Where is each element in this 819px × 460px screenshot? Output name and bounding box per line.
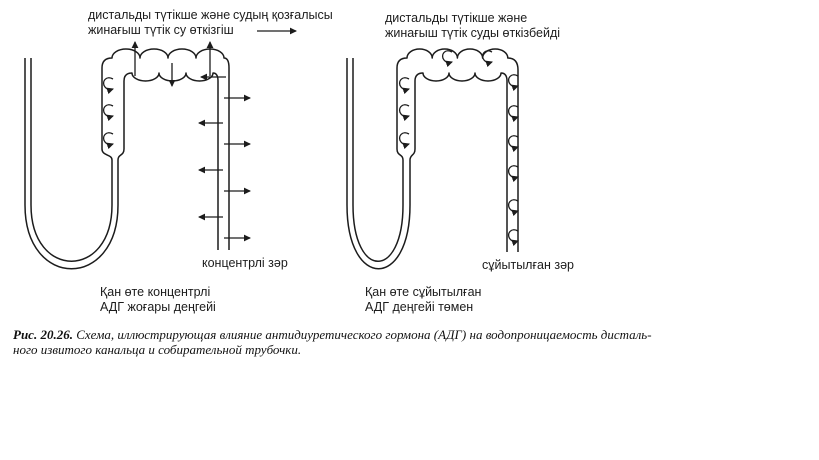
water-blocked-hook-arrow (400, 133, 409, 145)
water-blocked-hook-arrow (509, 106, 518, 118)
right-panel-top-label (385, 11, 560, 41)
left-panel-bottom-label (100, 285, 216, 315)
water-blocked-hook-arrow (509, 136, 518, 148)
left-top-label-line2: жинағыш түтік су өткізгіш (88, 23, 234, 37)
water-blocked-hook-arrow (509, 166, 518, 178)
right-bottom-label-line1: Қан өте сұйытылған (365, 285, 482, 299)
left-bottom-label-line2: АДГ жоғары деңгейі (100, 300, 216, 314)
water-blocked-hook-arrow (400, 78, 409, 90)
right-urine-label: сұйытылған зәр (482, 258, 574, 272)
water-movement-label: судың қозғалысы (233, 8, 333, 22)
figure-caption-ref: Рис. 20.26. (13, 327, 73, 342)
left-water-outflow-arrows (135, 42, 250, 238)
water-blocked-hook-arrow (483, 51, 492, 63)
water-blocked-hook-arrow (104, 105, 113, 117)
water-blocked-hook-arrow (509, 200, 518, 212)
right-ascending-limb-blocked-hook-arrows (400, 78, 409, 145)
right-top-label-line2: жинағыш түтік суды өткізбейді (385, 26, 561, 40)
left-bottom-label-line1: Қан өте концентрлі (100, 285, 211, 299)
right-distal-tubule-blocked-hook-arrows (443, 51, 492, 63)
water-blocked-hook-arrow (104, 78, 113, 90)
left-tubule-wall-inner (25, 58, 218, 269)
left-ascending-limb-blocked-hook-arrows (104, 78, 113, 145)
left-top-label-line1: дистальды түтікше және (88, 8, 231, 22)
water-blocked-hook-arrow (443, 51, 452, 63)
water-blocked-hook-arrow (400, 105, 409, 117)
figure-caption (13, 327, 793, 357)
water-blocked-hook-arrow (509, 230, 518, 242)
water-blocked-hook-arrow (509, 75, 518, 87)
right-nephron-tubule (347, 49, 518, 269)
right-tubule-wall-inner (347, 58, 507, 269)
right-panel-bottom-label (365, 285, 481, 315)
water-blocked-hook-arrow (104, 133, 113, 145)
right-collecting-duct-blocked-hook-arrows (509, 75, 518, 242)
figure-caption-line1: Схема, иллюстрирующая влияние антидиуретического гормона (АДГ) на водопроницаемость дисталь- (72, 327, 652, 342)
figure-caption-line2: ного извитого канальца и собирательной трубочки. (13, 342, 302, 357)
left-panel-top-label (88, 8, 234, 38)
right-bottom-label-line2: АДГ деңгейі төмен (365, 300, 474, 314)
right-top-label-line1: дистальды түтікше және (385, 11, 528, 25)
left-nephron-tubule (25, 49, 229, 269)
left-urine-label: концентрлі зәр (202, 256, 288, 270)
